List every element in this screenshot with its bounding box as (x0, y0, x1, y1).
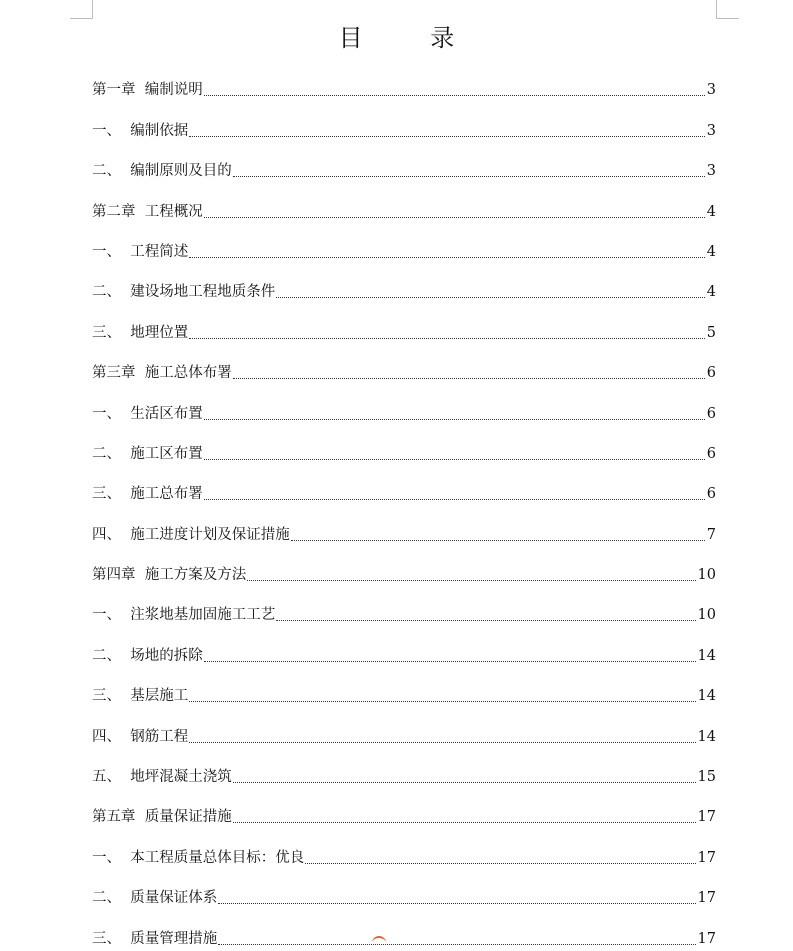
toc-entry-label: 三、 质量管理措施 (92, 930, 218, 947)
toc-entry[interactable] (92, 627, 716, 667)
toc-entry[interactable] (92, 224, 716, 264)
toc-entry-label: 四、 钢筋工程 (92, 728, 189, 745)
toc-entry-page-number: 17 (697, 849, 716, 866)
toc-entry-label: 三、 基层施工 (92, 688, 189, 705)
toc-entry[interactable] (92, 304, 716, 344)
margin-corner-mark-right (716, 0, 739, 19)
toc-dot-leader (218, 903, 695, 904)
toc-entry-page-number: 14 (697, 728, 716, 745)
toc-entry[interactable] (92, 547, 716, 587)
toc-entry-page-number: 4 (706, 243, 716, 260)
toc-dot-leader (204, 459, 705, 460)
toc-entry-label: 二、 建设场地工程地质条件 (92, 284, 276, 301)
toc-entry[interactable] (92, 910, 716, 950)
toc-entry[interactable] (92, 102, 716, 142)
toc-entry-page-number: 4 (706, 203, 716, 220)
toc-entry[interactable] (92, 789, 716, 829)
toc-dot-leader (204, 419, 705, 420)
toc-dot-leader (247, 580, 695, 581)
toc-entry-page-number: 3 (706, 122, 716, 139)
toc-entry-label: 二、 施工区布置 (92, 445, 203, 462)
toc-dot-leader (189, 257, 705, 258)
toc-entry-label: 二、 质量保证体系 (92, 890, 218, 907)
toc-entry-page-number: 17 (697, 930, 716, 947)
toc-dot-leader (276, 620, 695, 621)
toc-entry[interactable] (92, 506, 716, 546)
toc-dot-leader (204, 499, 705, 500)
toc-entry-page-number: 14 (697, 688, 716, 705)
toc-entry[interactable] (92, 668, 716, 708)
toc-entry-label: 三、 地理位置 (92, 324, 189, 341)
toc-dot-leader (189, 338, 705, 339)
toc-entry-page-number: 4 (706, 284, 716, 301)
toc-entry-page-number: 7 (706, 526, 716, 543)
toc-entry[interactable] (92, 466, 716, 506)
table-of-contents (92, 62, 716, 951)
toc-entry-page-number: 6 (706, 486, 716, 503)
toc-entry-label: 第二章 工程概况 (92, 203, 203, 220)
toc-dot-leader (305, 863, 695, 864)
toc-dot-leader (204, 217, 705, 218)
toc-entry-label: 一、 工程简述 (92, 243, 189, 260)
toc-entry-label: 三、 施工总布署 (92, 486, 203, 503)
toc-entry[interactable] (92, 426, 716, 466)
toc-entry[interactable] (92, 870, 716, 910)
toc-entry-page-number: 5 (706, 324, 716, 341)
toc-dot-leader (233, 822, 696, 823)
toc-entry[interactable] (92, 749, 716, 789)
toc-entry-label: 一、 本工程质量总体目标：优良 (92, 849, 305, 866)
toc-entry[interactable] (92, 345, 716, 385)
toc-entry-label: 第四章 施工方案及方法 (92, 567, 247, 584)
toc-entry-label: 二、 编制原则及目的 (92, 163, 232, 180)
toc-entry[interactable] (92, 183, 716, 223)
toc-title: 目 录 (338, 24, 485, 52)
toc-entry-page-number: 10 (697, 567, 716, 584)
toc-entry-page-number: 3 (706, 163, 716, 180)
toc-entry-page-number: 15 (697, 769, 716, 786)
toc-entry-page-number: 6 (706, 445, 716, 462)
toc-entry[interactable] (92, 385, 716, 425)
margin-corner-mark-left (70, 0, 93, 19)
toc-entry-page-number: 3 (706, 82, 716, 99)
toc-entry[interactable] (92, 587, 716, 627)
toc-dot-leader (218, 944, 695, 945)
toc-entry[interactable] (92, 143, 716, 183)
toc-entry-page-number: 17 (697, 890, 716, 907)
toc-entry-label: 二、 场地的拆除 (92, 647, 203, 664)
toc-dot-leader (233, 176, 705, 177)
toc-entry[interactable] (92, 264, 716, 304)
toc-entry-page-number: 6 (706, 405, 716, 422)
toc-dot-leader (204, 661, 696, 662)
toc-entry-label: 一、 生活区布置 (92, 405, 203, 422)
toc-dot-leader (291, 540, 705, 541)
toc-entry-label: 第三章 施工总体布署 (92, 365, 232, 382)
toc-entry[interactable] (92, 708, 716, 748)
toc-entry-page-number: 10 (697, 607, 716, 624)
toc-dot-leader (233, 378, 705, 379)
toc-entry-label: 第一章 编制说明 (92, 82, 203, 99)
toc-entry-page-number: 6 (706, 365, 716, 382)
toc-entry-label: 一、 编制依据 (92, 122, 189, 139)
toc-entry-label: 四、 施工进度计划及保证措施 (92, 526, 290, 543)
toc-entry-page-number: 17 (697, 809, 716, 826)
toc-dot-leader (233, 782, 696, 783)
toc-dot-leader (189, 136, 705, 137)
toc-entry-label: 第五章 质量保证措施 (92, 809, 232, 826)
toc-entry-page-number: 14 (697, 647, 716, 664)
toc-entry[interactable] (92, 829, 716, 869)
toc-entry-label: 五、 地坪混凝土浇筑 (92, 769, 232, 786)
toc-dot-leader (204, 95, 705, 96)
toc-entry-label: 一、 注浆地基加固施工工艺 (92, 607, 276, 624)
toc-dot-leader (276, 297, 705, 298)
toc-dot-leader (189, 742, 695, 743)
toc-entry[interactable] (92, 62, 716, 102)
toc-dot-leader (189, 701, 695, 702)
